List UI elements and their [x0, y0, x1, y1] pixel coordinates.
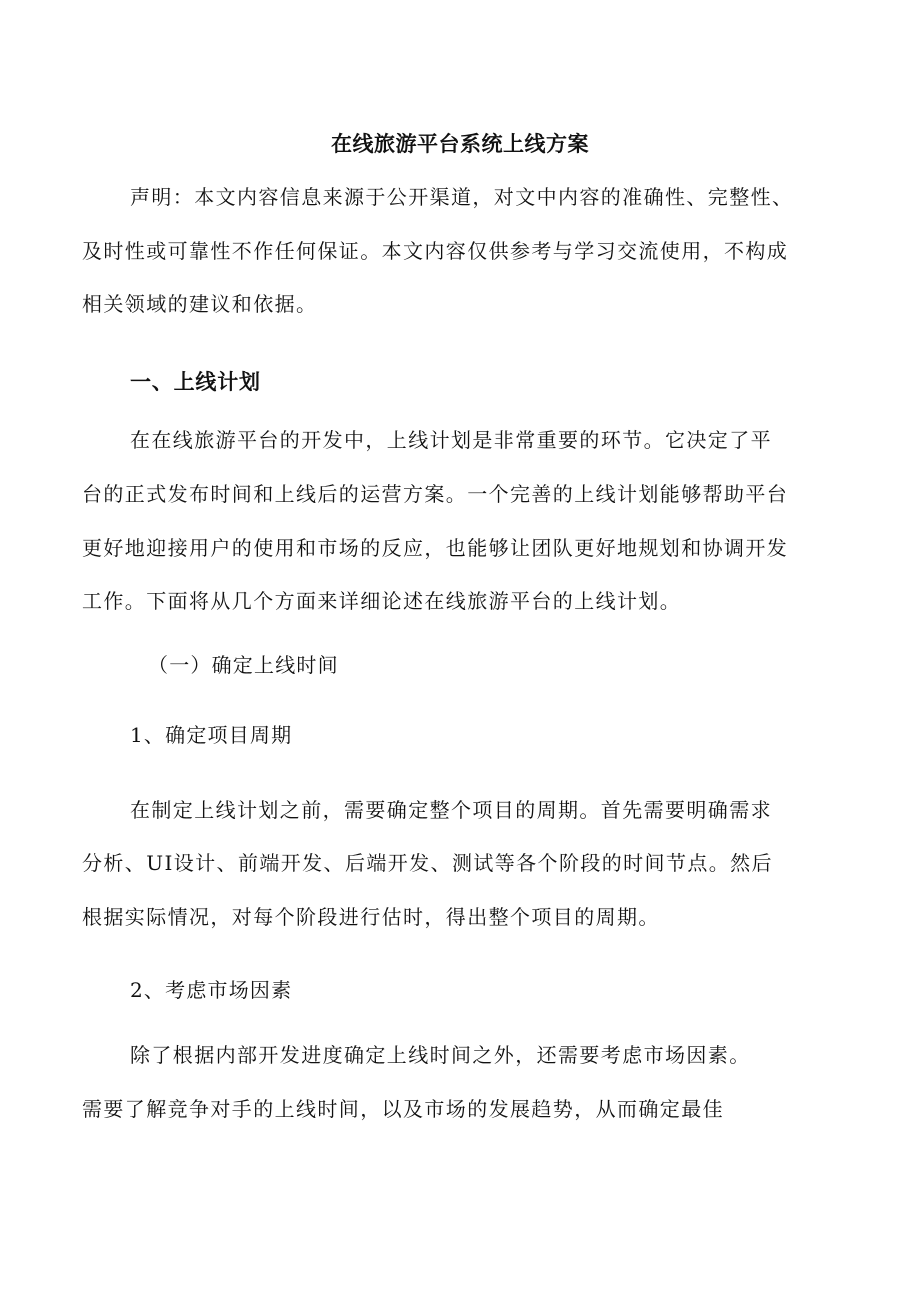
- item-2-heading: 2、考虑市场因素: [130, 978, 293, 1002]
- document-title: 在线旅游平台系统上线方案: [331, 132, 589, 156]
- section-paragraph-line-4: 工作。下面将从几个方面来详细论述在线旅游平台的上线计划。: [82, 589, 682, 613]
- item-1-paragraph-line-1: 在制定上线计划之前，需要确定整个项目的周期。首先需要明确需求: [130, 798, 772, 822]
- disclaimer-line-1: 声明：本文内容信息来源于公开渠道，对文中内容的准确性、完整性、: [130, 185, 794, 209]
- section-paragraph-line-2: 台的正式发布时间和上线后的运营方案。一个完善的上线计划能够帮助平台: [82, 482, 789, 506]
- item-1-heading: 1、确定项目周期: [130, 723, 293, 747]
- disclaimer-line-2: 及时性或可靠性不作任何保证。本文内容仅供参考与学习交流使用，不构成: [82, 239, 789, 263]
- item-1-paragraph-line-2: 分析、UI设计、前端开发、后端开发、测试等各个阶段的时间节点。然后: [82, 851, 773, 875]
- section-paragraph-line-1: 在在线旅游平台的开发中，上线计划是非常重要的环节。它决定了平: [130, 428, 772, 452]
- item-2-paragraph-line-2: 需要了解竞争对手的上线时间，以及市场的发展趋势，从而确定最佳: [82, 1097, 724, 1121]
- section-heading: 一、上线计划: [130, 370, 261, 394]
- section-paragraph-line-3: 更好地迎接用户的使用和市场的反应，也能够让团队更好地规划和协调开发: [82, 536, 789, 560]
- disclaimer-line-3: 相关领域的建议和依据。: [82, 292, 318, 316]
- item-2-paragraph-line-1: 除了根据内部开发进度确定上线时间之外，还需要考虑市场因素。: [130, 1043, 751, 1067]
- item-1-paragraph-line-3: 根据实际情况，对每个阶段进行估时，得出整个项目的周期。: [82, 905, 660, 929]
- subsection-heading: （一）确定上线时间: [148, 653, 339, 677]
